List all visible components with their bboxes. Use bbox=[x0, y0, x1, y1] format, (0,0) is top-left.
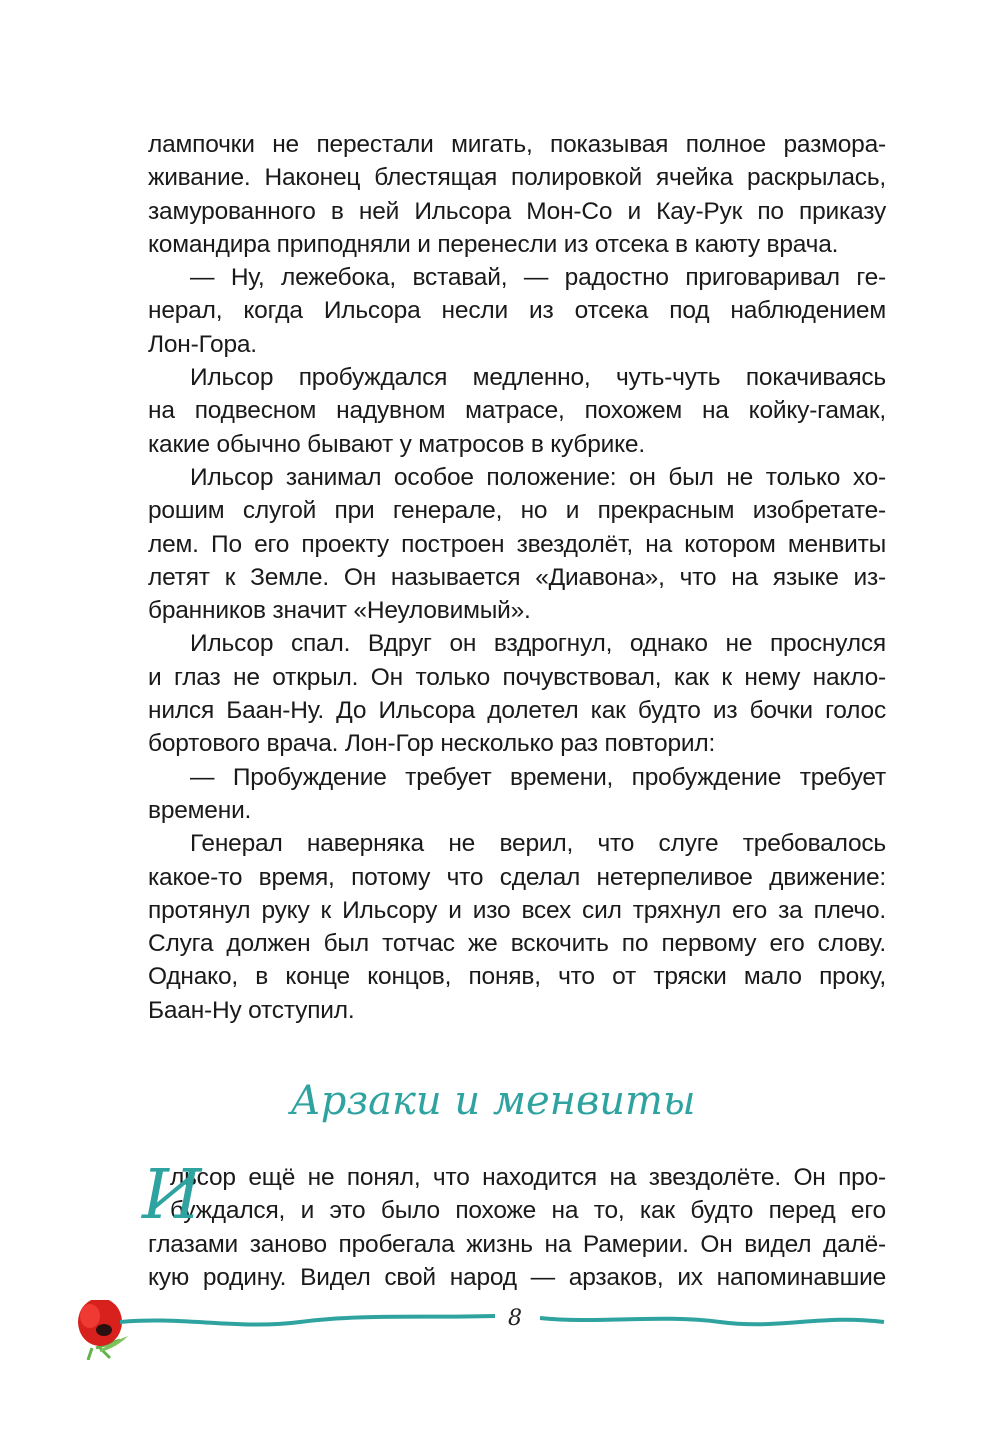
text-line: нерал, когда Ильсора несли из отсека под наблюдением bbox=[148, 297, 886, 325]
text-line: протянул руку к Ильсору и изо всех сил тряхнул его за плечо. bbox=[148, 896, 886, 924]
text-line: замурованного в ней Ильсора Мон-Со и Кау-Рук по приказу bbox=[148, 197, 886, 225]
chapter-first-paragraph bbox=[142, 1156, 886, 1294]
text-line: рошим слугой при генерале, но и прекрасным изобретате- bbox=[148, 497, 886, 525]
page-number: 8 bbox=[508, 1306, 522, 1331]
paragraph bbox=[148, 627, 886, 760]
text-line: живание. Наконец блестящая полировкой ячейка раскрылась, bbox=[148, 164, 886, 192]
paragraph bbox=[148, 461, 886, 627]
footer-ornament bbox=[0, 1300, 986, 1360]
text-line: Ильсор пробуждался медленно, чуть-чуть покачиваясь bbox=[190, 364, 886, 392]
paragraph bbox=[148, 128, 886, 261]
text-line: на подвесном надувном матрасе, похожем на койку-гамак, bbox=[148, 397, 886, 425]
paragraph bbox=[148, 261, 886, 361]
text-line: глазами заново пробегала жизнь на Рамерии. Он видел далё- bbox=[148, 1230, 886, 1258]
text-line: кую родину. Видел свой народ — арзаков, их напоминавшие bbox=[148, 1263, 886, 1291]
text-line: какие обычно бывают у матросов в кубрике. bbox=[148, 430, 645, 458]
text-line: — Пробуждение требует времени, пробуждение требует bbox=[190, 763, 886, 791]
text-line: льсор ещё не понял, что находится на звездолёте. Он про- bbox=[170, 1164, 886, 1191]
text-line: лампочки не перестали мигать, показывая полное размора- bbox=[148, 131, 886, 158]
text-line: Лон-Гора. bbox=[148, 330, 257, 358]
text-line: Однако, в конце концов, поняв, что от тряски мало проку, bbox=[148, 963, 886, 991]
text-line: лем. По его проекту построен звездолёт, на котором менвиты bbox=[148, 530, 886, 558]
text-line: времени. bbox=[148, 796, 252, 824]
text-line: летят к Земле. Он называется «Диавона», что на языке из- bbox=[148, 563, 886, 591]
paragraph bbox=[148, 361, 886, 461]
text-line: Слуга должен был тотчас же вскочить по первому его слову. bbox=[148, 930, 886, 958]
text-line: нился Баан-Ну. До Ильсора долетел как будто из бочки голос bbox=[148, 697, 886, 725]
text-line: какое-то время, потому что сделал нетерпеливое движение: bbox=[148, 863, 886, 891]
paragraph bbox=[148, 827, 886, 1027]
text-line: командира приподняли и перенесли из отсека в каюту врача. bbox=[148, 230, 839, 258]
text-line: Генерал наверняка не верил, что слуге требовалось bbox=[190, 830, 886, 858]
text-line: и глаз не открыл. Он только почувствовал, как к нему накло- bbox=[148, 663, 886, 691]
chapter-title: Арзаки и менвиты bbox=[290, 1078, 696, 1124]
drop-cap: И bbox=[142, 1156, 202, 1235]
poppy-flower-icon bbox=[78, 1300, 128, 1360]
text-line: бранников значит «Неуловимый». bbox=[148, 597, 531, 625]
text-line: Ильсор спал. Вдруг он вздрогнул, однако не проснулся bbox=[190, 630, 886, 658]
text-line: — Ну, лежебока, вставай, — радостно приговаривал ге- bbox=[190, 264, 886, 292]
body-text bbox=[148, 128, 886, 1027]
text-line: буждался, и это было похоже на то, как будто перед его bbox=[170, 1197, 886, 1225]
text-line: Баан-Ну отступил. bbox=[148, 996, 355, 1024]
text-line: Ильсор занимал особое положение: он был не только хо- bbox=[190, 463, 886, 491]
text-line: бортового врача. Лон-Гор несколько раз повторил: bbox=[148, 730, 716, 758]
paragraph bbox=[148, 761, 886, 828]
